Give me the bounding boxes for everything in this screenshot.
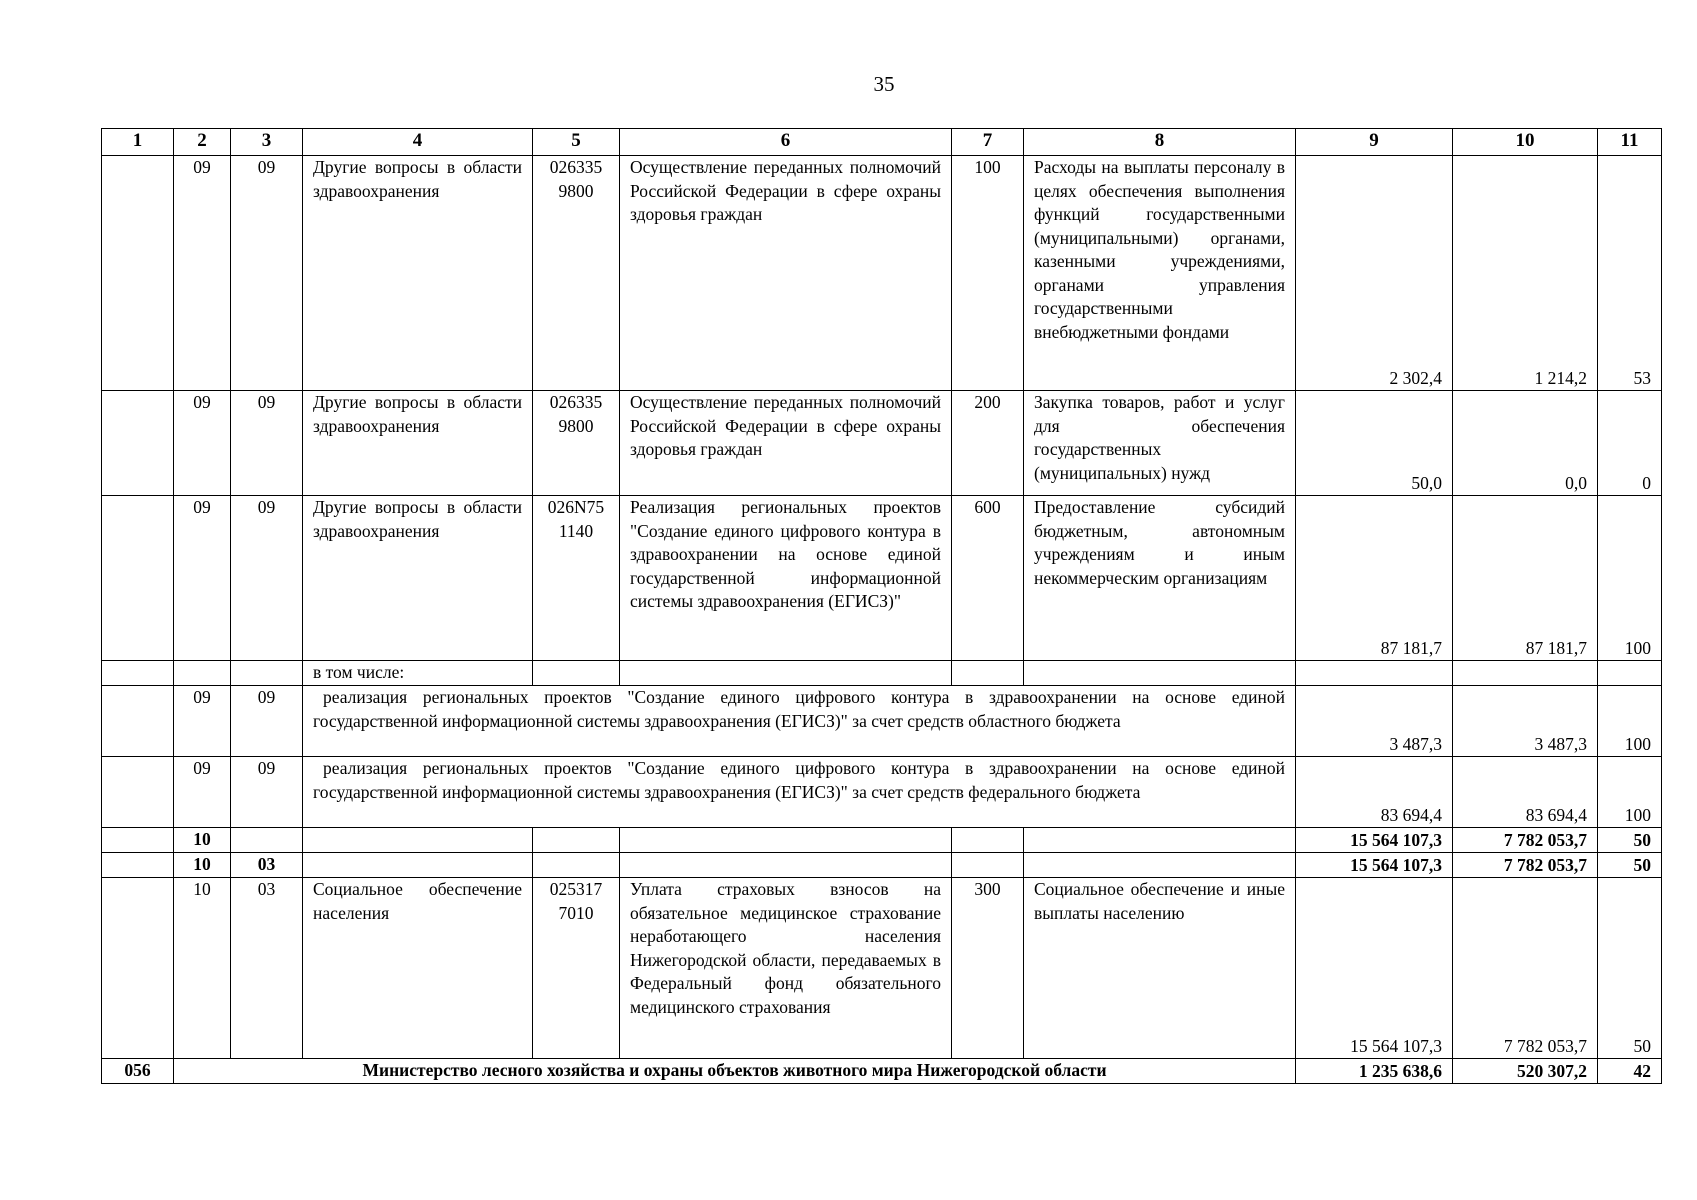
cell-subsection: 09 bbox=[231, 496, 303, 661]
cell-subsection-name: Другие вопросы в области здравоохранения bbox=[303, 496, 533, 661]
cell-empty bbox=[174, 661, 231, 686]
cell-subsection-name: Социальное обеспечение населения bbox=[303, 878, 533, 1059]
cell-section: 09 bbox=[174, 757, 231, 828]
cell-empty bbox=[1024, 853, 1296, 878]
cell-section: 09 bbox=[174, 391, 231, 496]
cell-empty bbox=[231, 661, 303, 686]
cell-subitem-text: реализация региональных проектов "Создание единого цифрового контура в здравоохранении на основе единой государственной информационной системы здравоохранения (ЕГИСЗ)" за счет средств областного бюджета bbox=[303, 686, 1296, 757]
cell-actual: 520 307,2 bbox=[1453, 1059, 1598, 1084]
cell-subitem-text: реализация региональных проектов "Создание единого цифрового контура в здравоохранении на основе единой государственной информационной системы здравоохранения (ЕГИСЗ)" за счет средств федерального бюджета bbox=[303, 757, 1296, 828]
cell-subsection-name: Другие вопросы в области здравоохранения bbox=[303, 156, 533, 391]
header-cell: 7 bbox=[952, 129, 1024, 156]
cell-section: 09 bbox=[174, 156, 231, 391]
cell-percent: 100 bbox=[1598, 496, 1662, 661]
cell-empty bbox=[1296, 661, 1453, 686]
cell-expense-name: Социальное обеспечение и иные выплаты населению bbox=[1024, 878, 1296, 1059]
header-cell: 4 bbox=[303, 129, 533, 156]
cell-empty bbox=[102, 757, 174, 828]
table-row bbox=[102, 661, 1662, 686]
table-row bbox=[102, 391, 1662, 496]
table-row bbox=[102, 496, 1662, 661]
header-cell: 10 bbox=[1453, 129, 1598, 156]
cell-empty bbox=[1024, 828, 1296, 853]
cell-plan: 2 302,4 bbox=[1296, 156, 1453, 391]
table-row bbox=[102, 686, 1662, 757]
cell-empty bbox=[620, 661, 952, 686]
header-cell: 11 bbox=[1598, 129, 1662, 156]
cell-actual: 1 214,2 bbox=[1453, 156, 1598, 391]
cell-target-code bbox=[533, 156, 620, 391]
code-part: 026335 bbox=[549, 157, 603, 177]
cell-plan: 50,0 bbox=[1296, 391, 1453, 496]
cell-empty bbox=[533, 828, 620, 853]
cell-actual: 87 181,7 bbox=[1453, 496, 1598, 661]
cell-expense-type: 100 bbox=[952, 156, 1024, 391]
header-cell: 1 bbox=[102, 129, 174, 156]
table-row bbox=[102, 757, 1662, 828]
code-part: 7010 bbox=[558, 902, 594, 923]
cell-expense-name: Закупка товаров, работ и услуг для обеспечения государственных (муниципальных) нужд bbox=[1024, 391, 1296, 496]
cell-percent: 0 bbox=[1598, 391, 1662, 496]
cell-ministry-name: Министерство лесного хозяйства и охраны объектов животного мира Нижегородской области bbox=[174, 1059, 1296, 1084]
cell-target-code bbox=[533, 391, 620, 496]
table-row bbox=[102, 878, 1662, 1059]
cell-subsection: 03 bbox=[231, 878, 303, 1059]
cell-section: 10 bbox=[174, 828, 231, 853]
cell-subsection: 09 bbox=[231, 156, 303, 391]
code-part: 9800 bbox=[558, 180, 594, 201]
cell-section: 10 bbox=[174, 878, 231, 1059]
cell-plan: 87 181,7 bbox=[1296, 496, 1453, 661]
cell-empty bbox=[102, 686, 174, 757]
cell-plan: 15 564 107,3 bbox=[1296, 828, 1453, 853]
cell-empty bbox=[620, 853, 952, 878]
cell-percent: 100 bbox=[1598, 686, 1662, 757]
cell-actual: 7 782 053,7 bbox=[1453, 853, 1598, 878]
cell-percent: 50 bbox=[1598, 828, 1662, 853]
cell-plan: 15 564 107,3 bbox=[1296, 878, 1453, 1059]
table-row bbox=[102, 156, 1662, 391]
cell-empty bbox=[102, 156, 174, 391]
cell-actual: 3 487,3 bbox=[1453, 686, 1598, 757]
cell-actual: 83 694,4 bbox=[1453, 757, 1598, 828]
cell-empty bbox=[102, 496, 174, 661]
header-cell: 9 bbox=[1296, 129, 1453, 156]
cell-expense-type: 200 bbox=[952, 391, 1024, 496]
cell-section: 10 bbox=[174, 853, 231, 878]
cell-expense-type: 300 bbox=[952, 878, 1024, 1059]
cell-expense-name: Предоставление субсидий бюджетным, автономным учреждениям и иным некоммерческим организациям bbox=[1024, 496, 1296, 661]
cell-empty bbox=[952, 853, 1024, 878]
code-part: 9800 bbox=[558, 415, 594, 436]
cell-empty bbox=[952, 828, 1024, 853]
budget-table bbox=[101, 128, 1662, 1084]
header-cell: 5 bbox=[533, 129, 620, 156]
cell-empty bbox=[952, 661, 1024, 686]
cell-subsection-name: Другие вопросы в области здравоохранения bbox=[303, 391, 533, 496]
cell-percent: 50 bbox=[1598, 878, 1662, 1059]
cell-empty bbox=[102, 853, 174, 878]
table-row-ministry-total bbox=[102, 1059, 1662, 1084]
header-cell: 3 bbox=[231, 129, 303, 156]
table-header-row bbox=[102, 129, 1662, 156]
code-part: 026335 bbox=[549, 392, 603, 412]
cell-empty bbox=[620, 828, 952, 853]
cell-empty bbox=[533, 661, 620, 686]
table-row-subsection-total bbox=[102, 853, 1662, 878]
cell-percent: 42 bbox=[1598, 1059, 1662, 1084]
cell-target-code bbox=[533, 878, 620, 1059]
cell-target-name: Реализация региональных проектов "Создание единого цифрового контура в здравоохранении на основе единой государственной информационной системы здравоохранения (ЕГИСЗ)" bbox=[620, 496, 952, 661]
code-part: 025317 bbox=[549, 879, 603, 899]
cell-plan: 83 694,4 bbox=[1296, 757, 1453, 828]
cell-empty bbox=[533, 853, 620, 878]
cell-actual: 7 782 053,7 bbox=[1453, 828, 1598, 853]
header-cell: 8 bbox=[1024, 129, 1296, 156]
cell-target-name: Уплата страховых взносов на обязательное медицинское страхование неработающего населения Нижегородской области, передаваемых в Федеральный фонд обязательного медицинского страхования bbox=[620, 878, 952, 1059]
including-label: в том числе: bbox=[303, 661, 533, 686]
cell-target-code bbox=[533, 496, 620, 661]
cell-subsection: 09 bbox=[231, 391, 303, 496]
cell-subsection: 09 bbox=[231, 757, 303, 828]
cell-actual: 7 782 053,7 bbox=[1453, 878, 1598, 1059]
code-part: 026N75 bbox=[547, 497, 605, 517]
cell-empty bbox=[102, 878, 174, 1059]
table-row-section-total bbox=[102, 828, 1662, 853]
cell-empty bbox=[303, 828, 533, 853]
code-part: 1140 bbox=[558, 520, 594, 541]
cell-ministry-code: 056 bbox=[102, 1059, 174, 1084]
cell-empty bbox=[1598, 661, 1662, 686]
cell-section: 09 bbox=[174, 686, 231, 757]
cell-subsection: 09 bbox=[231, 686, 303, 757]
cell-section: 09 bbox=[174, 496, 231, 661]
cell-percent: 50 bbox=[1598, 853, 1662, 878]
cell-percent: 100 bbox=[1598, 757, 1662, 828]
cell-empty bbox=[1024, 661, 1296, 686]
cell-plan: 3 487,3 bbox=[1296, 686, 1453, 757]
page-number: 35 bbox=[873, 72, 895, 96]
cell-target-name: Осуществление переданных полномочий Российской Федерации в сфере охраны здоровья граждан bbox=[620, 391, 952, 496]
cell-empty bbox=[102, 828, 174, 853]
cell-expense-type: 600 bbox=[952, 496, 1024, 661]
cell-empty bbox=[1453, 661, 1598, 686]
header-cell: 2 bbox=[174, 129, 231, 156]
cell-plan: 1 235 638,6 bbox=[1296, 1059, 1453, 1084]
cell-subsection: 03 bbox=[231, 853, 303, 878]
cell-empty bbox=[231, 828, 303, 853]
cell-actual: 0,0 bbox=[1453, 391, 1598, 496]
cell-expense-name: Расходы на выплаты персоналу в целях обеспечения выполнения функций государственными (муниципальными) органами, казенными учреждениями, органами управления государственными внебюджетными фондами bbox=[1024, 156, 1296, 391]
cell-plan: 15 564 107,3 bbox=[1296, 853, 1453, 878]
cell-empty bbox=[102, 391, 174, 496]
header-cell: 6 bbox=[620, 129, 952, 156]
cell-empty bbox=[102, 661, 174, 686]
cell-empty bbox=[303, 853, 533, 878]
cell-target-name: Осуществление переданных полномочий Российской Федерации в сфере охраны здоровья граждан bbox=[620, 156, 952, 391]
cell-percent: 53 bbox=[1598, 156, 1662, 391]
